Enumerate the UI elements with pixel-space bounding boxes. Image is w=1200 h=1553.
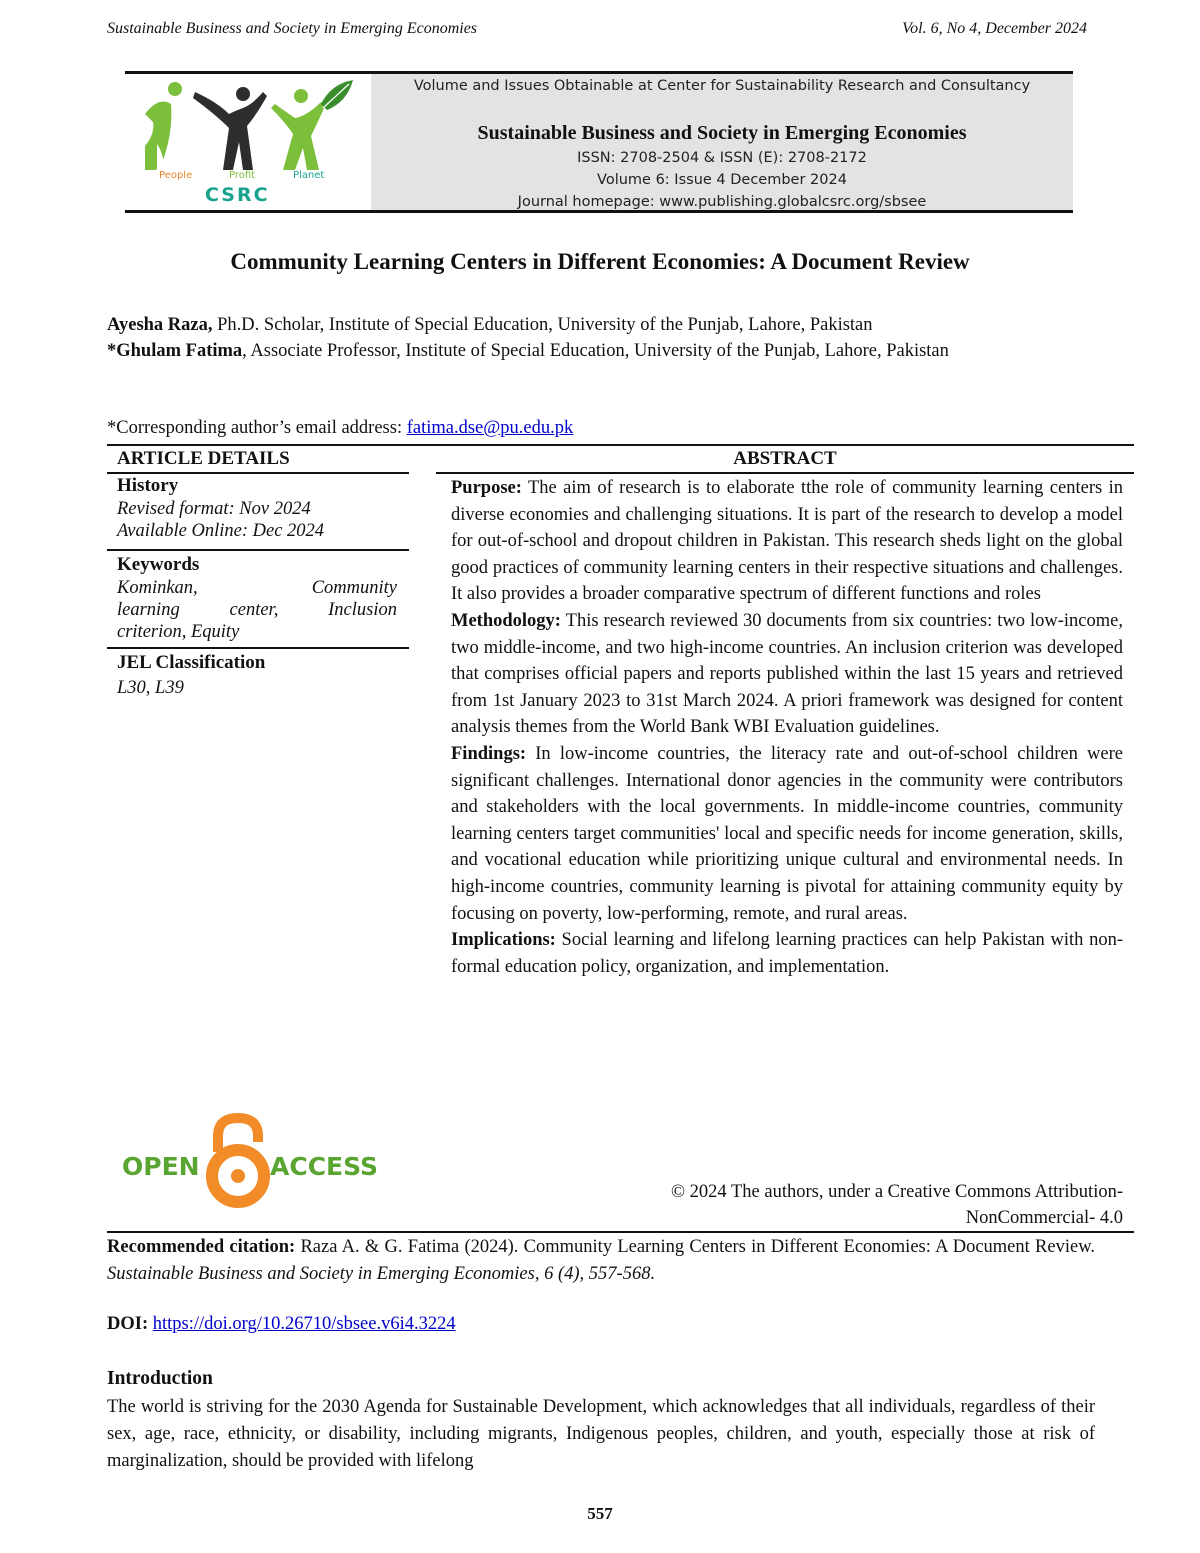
implications-text: Social learning and lifelong learning practices can help Pakistan with non-formal education policy, organization, and implementation. bbox=[451, 930, 1123, 977]
logo-label-profit: Profit bbox=[229, 170, 256, 181]
corresponding-label: *Corresponding author’s email address: bbox=[107, 418, 407, 438]
citation-source: Sustainable Business and Society in Emerging Economies, 6 (4), 557-568. bbox=[107, 1263, 656, 1284]
citation-label: Recommended citation: bbox=[107, 1237, 296, 1257]
running-head-journal: Sustainable Business and Society in Emerging Economies bbox=[107, 20, 478, 37]
license-notice bbox=[451, 1179, 1123, 1231]
author-1-affiliation: Ph.D. Scholar, Institute of Special Education, University of the Punjab, Lahore, Pakistan bbox=[212, 315, 873, 335]
abstract-findings bbox=[451, 741, 1123, 927]
open-access-logo bbox=[120, 1112, 380, 1210]
bottom-rule bbox=[107, 1231, 1134, 1233]
logo-label-planet: Planet bbox=[293, 170, 325, 181]
journal-name: Sustainable Business and Society in Emerging Economies bbox=[477, 122, 967, 144]
corresponding-author bbox=[107, 418, 573, 439]
findings-label: Findings: bbox=[451, 743, 527, 764]
recommended-citation bbox=[107, 1234, 1095, 1287]
abstract-heading: ABSTRACT bbox=[733, 448, 837, 469]
abstract-rule bbox=[436, 472, 1134, 474]
purpose-label: Purpose: bbox=[451, 478, 522, 498]
author-2-name: *Ghulam Fatima bbox=[107, 341, 243, 361]
author-1 bbox=[107, 312, 1097, 338]
journal-banner bbox=[125, 71, 1073, 213]
introduction-paragraph: The world is striving for the 2030 Agenda for Sustainable Development, which acknowledges that all individuals, regardless of their sex, age, race, ethnicity, or disability, including migrants, Indigenous peoples, children, and youth, especially those at risk of marginalization, should be provided with lifelong bbox=[107, 1397, 1095, 1471]
doi-label: DOI: bbox=[107, 1314, 149, 1334]
available-online: Available Online: Dec 2024 bbox=[117, 521, 325, 541]
methodology-text: This research reviewed 30 documents from six countries: two low-income, two middle-income, and two high-income countries. An inclusion criterion was developed that comprises official papers and reports published within the last 15 years and retrieved from 1st January 2023 to 31st March 2024. A priori framework was designed for content analysis themes from the World Bank WBI Evaluation guidelines. bbox=[451, 610, 1123, 738]
keywords-line: Kominkan, Community bbox=[117, 578, 397, 598]
article-details-heading: ARTICLE DETAILS bbox=[117, 448, 290, 469]
keywords-heading: Keywords bbox=[117, 554, 200, 575]
revised-format: Revised format: Nov 2024 bbox=[117, 499, 311, 519]
introduction-body bbox=[107, 1394, 1095, 1475]
homepage-line: Journal homepage: www.publishing.globalcsrc.org/sbsee bbox=[517, 194, 927, 210]
history-heading: History bbox=[117, 475, 179, 496]
page-number: 557 bbox=[587, 1504, 613, 1523]
paper-title: Community Learning Centers in Different Economies: A Document Review bbox=[230, 249, 970, 274]
open-lock-icon bbox=[202, 1112, 274, 1210]
license-line-2: NonCommercial- 4.0 bbox=[965, 1208, 1123, 1228]
details-divider bbox=[107, 549, 409, 551]
purpose-text: The aim of research is to elaborate tthe role of community learning centers in diverse economies and challenging situations. It is part of the research to develop a model for out-of-school and dropout children in Pakistan. This research sheds light on the global good practices of community learning centers in their respective situations and challenges. It also provides a broader comparative spectrum of different functions and roles bbox=[451, 478, 1123, 605]
jel-heading: JEL Classification bbox=[117, 652, 266, 673]
author-2 bbox=[107, 338, 1097, 364]
abstract-methodology bbox=[451, 608, 1123, 741]
volume-line: Volume 6: Issue 4 December 2024 bbox=[597, 172, 847, 188]
license-line-1: © 2024 The authors, under a Creative Commons Attribution- bbox=[671, 1182, 1123, 1202]
findings-text: In low-income countries, the literacy rate and out-of-school children were significant challenges. International donor agencies in the community were contributors and stakeholders with the local governments. In middle-income countries, community learning centers target communities' local and specific needs for income generation, skills, and vocational education while prioritizing unique cultural and environmental needs. In high-income countries, community learning is pivotal for attaining community equity by focusing on poverty, low-performing, remote, and rural areas. bbox=[451, 743, 1123, 924]
citation-text: Raza A. & G. Fatima (2024). Community Learning Centers in Different Economies: A Document Review. bbox=[295, 1237, 1095, 1257]
running-head-issue: Vol. 6, No 4, December 2024 bbox=[902, 20, 1087, 37]
author-1-name: Ayesha Raza, bbox=[107, 315, 213, 335]
abstract-purpose bbox=[451, 475, 1123, 608]
doi-link[interactable]: https://doi.org/10.26710/sbsee.v6i4.3224 bbox=[152, 1314, 456, 1334]
abstract-body bbox=[451, 475, 1123, 980]
author-2-affiliation: , Associate Professor, Institute of Special Education, University of the Punjab, Lahore, Pakistan bbox=[242, 341, 949, 361]
doi-line bbox=[107, 1314, 456, 1335]
open-access-right: ACCESS bbox=[270, 1152, 379, 1181]
journal-info-panel bbox=[371, 74, 1073, 210]
keywords-list bbox=[117, 577, 397, 643]
introduction-heading: Introduction bbox=[107, 1368, 213, 1389]
logo-label-people: People bbox=[159, 170, 193, 181]
article-details bbox=[107, 446, 409, 699]
corresponding-email-link[interactable]: fatima.dse@pu.edu.pk bbox=[406, 418, 574, 438]
keywords-line: learning center, Inclusion bbox=[117, 600, 397, 620]
methodology-label: Methodology: bbox=[451, 610, 561, 631]
implications-label: Implications: bbox=[451, 930, 556, 951]
abstract-implications bbox=[451, 927, 1123, 980]
issn-line: ISSN: 2708-2504 & ISSN (E): 2708-2172 bbox=[577, 150, 867, 166]
keywords-line: criterion, Equity bbox=[117, 622, 240, 642]
details-divider bbox=[107, 647, 409, 649]
logo-acronym: CSRC bbox=[205, 184, 270, 206]
csrc-logo bbox=[125, 74, 370, 210]
open-access-left: OPEN bbox=[122, 1152, 200, 1181]
availability-line: Volume and Issues Obtainable at Center for Sustainability Research and Consultancy bbox=[413, 78, 1031, 94]
jel-codes: L30, L39 bbox=[117, 678, 184, 698]
